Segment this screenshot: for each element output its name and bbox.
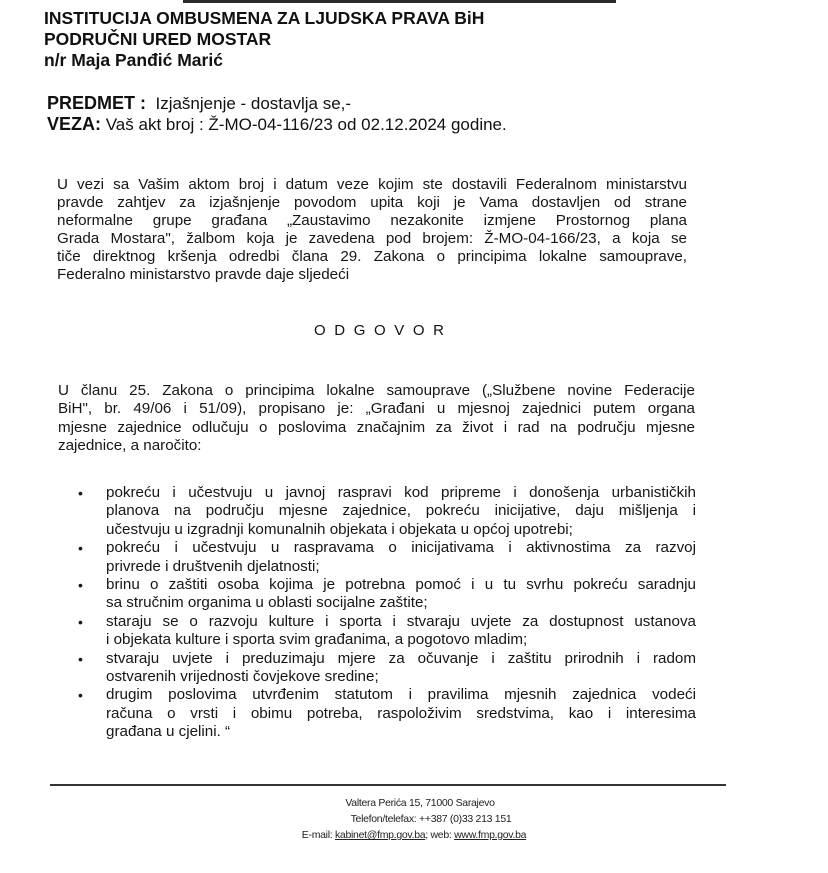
intro-line: Grada Mostara", žalbom koja je zavedena pod brojem: Ž-MO-04-166/23, a koja se	[57, 230, 687, 247]
list-item-line: sa stručnim organima u oblasti socijalne zaštite;	[106, 594, 428, 612]
recipient-attention: n/r Maja Panđić Marić	[44, 50, 223, 70]
list-item-line: pokreću i učestvuju u javnoj raspravi kod pripreme i donošenja urbanističkih	[106, 484, 696, 501]
list-item-line: drugim poslovima utvrđenim statutom i pravilima mjesnih zajednica vodeći	[106, 686, 696, 704]
recipient-institution: INSTITUCIJA OMBUSMENA ZA LJUDSKA PRAVA BiH	[44, 8, 485, 28]
intro-paragraph	[57, 176, 687, 284]
bullet-icon: •	[78, 687, 83, 704]
list-item	[78, 484, 696, 539]
top-edge-bar	[183, 0, 616, 3]
bullet-icon: •	[78, 485, 83, 501]
bullet-icon: •	[78, 577, 83, 594]
bullet-list	[78, 484, 696, 742]
list-item-line: građana u cjelini. “	[106, 723, 231, 741]
list-item-line: ostvarenih vrijednosti čovjekove sredine;	[106, 668, 379, 686]
answer-line: zajednice, a naročito:	[58, 436, 202, 454]
bullet-icon: •	[78, 613, 83, 630]
list-item-line: i objekata kulture i sporta svim građanima, a pogotovo mladim;	[106, 631, 528, 649]
list-item	[78, 539, 696, 576]
recipient-office: PODRUČNI URED MOSTAR	[44, 29, 272, 49]
footer-phone: Telefon/telefax: ++387 (0)33 213 151	[350, 813, 512, 825]
email-link[interactable]: kabinet@fmp.gov.ba	[334, 829, 426, 841]
veza-row	[47, 114, 507, 135]
bullet-icon: •	[78, 540, 83, 557]
list-item-line: privrede i društvenih djelatnosti;	[106, 557, 320, 575]
veza-label: VEZA:	[47, 114, 101, 134]
footer-divider	[50, 784, 726, 786]
veza-text: Vaš akt broj : Ž-MO-04-116/23 od 02.12.2024 godine.	[105, 115, 507, 134]
recipient-block	[44, 8, 484, 71]
predmet-row	[47, 93, 507, 114]
intro-line: Federalno ministarstvo pravde daje sljedeći	[57, 266, 350, 283]
predmet-text: Izjašnjenje - dostavlja se,-	[155, 94, 352, 113]
intro-line: pravde zahtjev za izjašnjenje povodom upita koji je Vama dostavljen od strane	[57, 194, 687, 211]
list-item-line: računa o vrsti i obimu potreba, raspoloživim sredstvima, kao i interesima	[106, 704, 696, 722]
predmet-label: PREDMET :	[47, 93, 146, 113]
intro-line: neformalne grupe građana „Zaustavimo nezakonite izmjene Prostornog plana	[57, 212, 687, 229]
list-item-line: učestvuju u izgradnji komunalnih objekata i objekata u općoj upotrebi;	[106, 520, 573, 538]
answer-line: BiH", br. 49/06 i 51/09), propisano je: „Građani u mjesnoj zajednici putem organa	[58, 400, 695, 418]
list-item	[78, 613, 696, 650]
footer-email-web	[0, 827, 828, 843]
section-title: ODGOVOR	[314, 322, 453, 339]
web-label: ; web:	[425, 829, 455, 841]
bullet-icon: •	[78, 650, 83, 667]
answer-line: mjesne zajednice odlučuju o poslovima značajnim za život i rad na području mjesne	[58, 418, 695, 436]
intro-line: tiče direktnog kršenja odredbi člana 29. Zakona o principima lokalne samouprave,	[57, 248, 687, 265]
footer-contact	[0, 795, 828, 843]
subject-block	[47, 93, 507, 135]
list-item-line: stvaraju uvjete i preduzimaju mjere za očuvanje i zaštitu prirodnih i radom	[106, 649, 696, 667]
answer-paragraph	[58, 382, 695, 455]
list-item-line: brinu o zaštiti osoba kojima je potrebna pomoć i u tu svrhu pokreću saradnju	[106, 576, 696, 594]
list-item	[78, 650, 696, 687]
intro-line: U vezi sa Vašim aktom broj i datum veze kojim ste dostavili Federalnom ministarstvu	[57, 176, 687, 193]
list-item	[78, 686, 696, 741]
list-item-line: pokreću i učestvuju u raspravama o inicijativama i aktivnostima za razvoj	[106, 539, 696, 557]
footer-address: Valtera Perića 15, 71000 Sarajevo	[345, 797, 495, 809]
answer-line: U članu 25. Zakona o principima lokalne samouprave („Službene novine Federacije	[58, 382, 695, 399]
email-label: E-mail:	[301, 829, 335, 841]
list-item-line: planova na području mjesne zajednice, pokreću inicijative, daju mišljenja i	[106, 502, 696, 520]
list-item	[78, 576, 696, 613]
list-item-line: staraju se o razvoju kulture i sporta i stvaraju uvjete za dostupnost ustanova	[106, 612, 696, 630]
web-link[interactable]: www.fmp.gov.ba	[454, 829, 527, 841]
